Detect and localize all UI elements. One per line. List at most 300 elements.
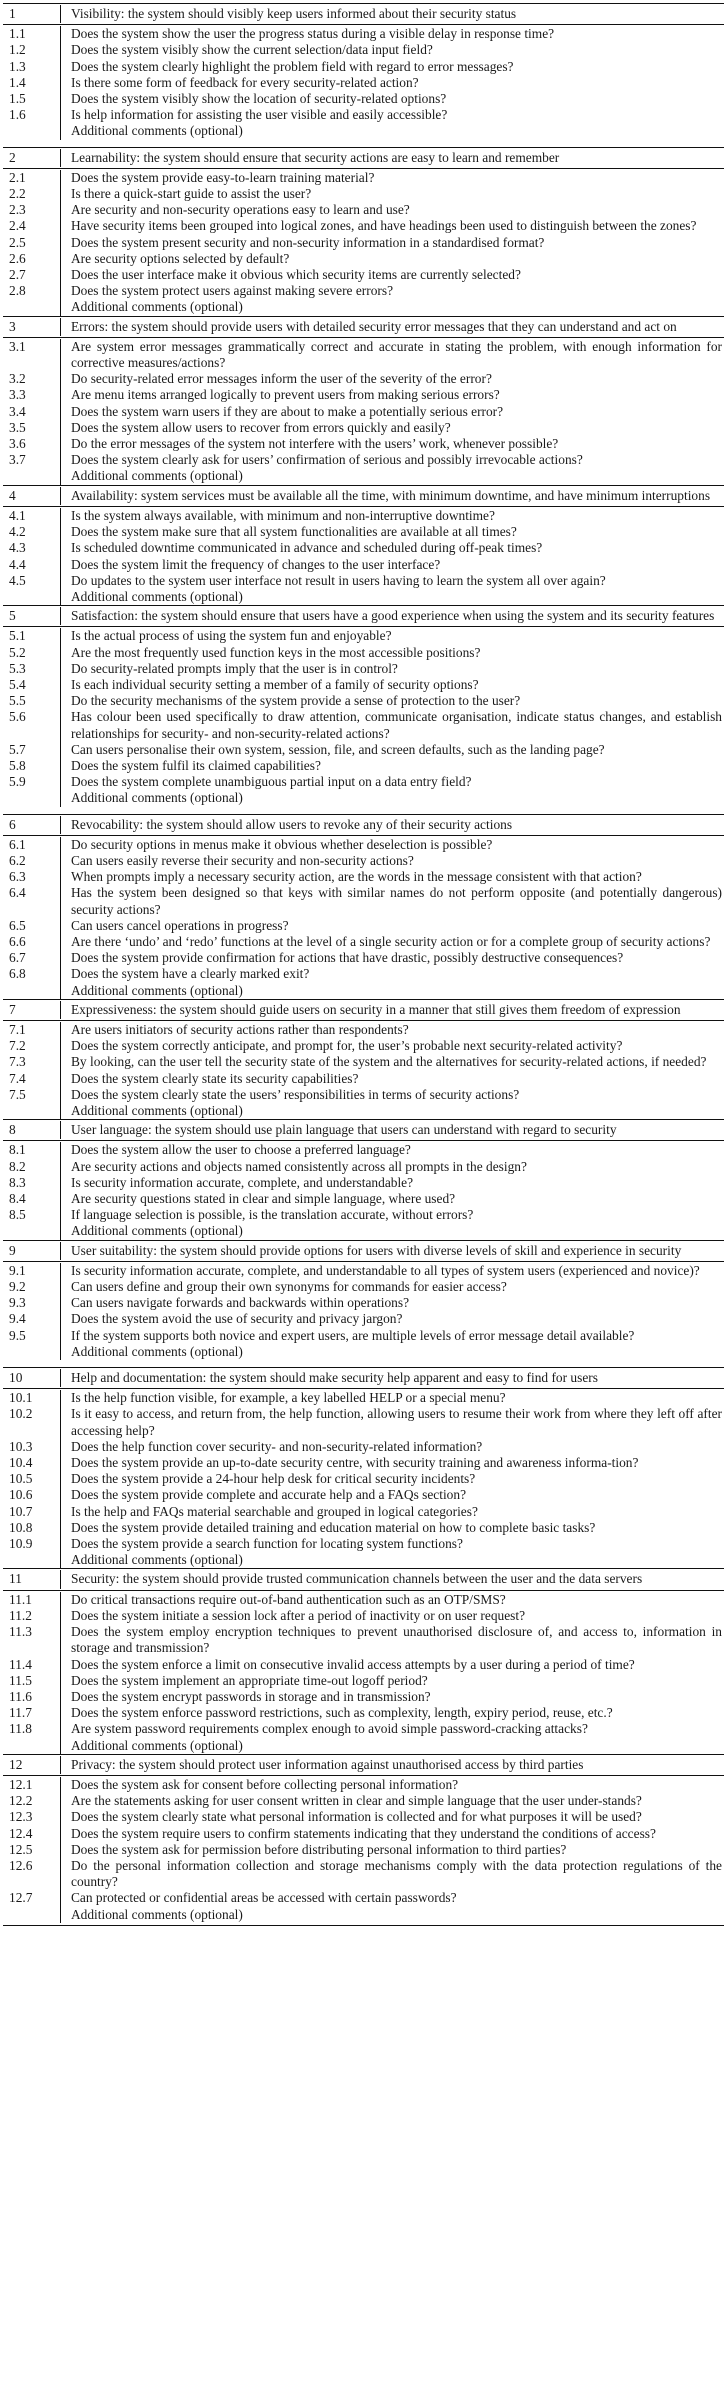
question-list [3, 338, 724, 485]
section-header-row [3, 317, 724, 338]
question-number: 12.7 [3, 1890, 61, 1906]
question-text: Are security actions and objects named consistently across all prompts in the design? [71, 1158, 527, 1174]
question-text: Does the system clearly state what personal information is collected and for what purposes it will be used? [71, 1809, 642, 1825]
question-row [3, 1520, 724, 1536]
question-number: 6.6 [3, 934, 61, 950]
question-text: Does the system complete unambiguous partial input on a data entry field? [71, 774, 472, 790]
question-number: 7.1 [3, 1022, 61, 1038]
question-row [3, 628, 724, 644]
comment-number-cell [3, 123, 61, 139]
question-text: Has the system been designed so that keys with similar names do not perform opposite (and potentially dangerous) security actions? [71, 885, 722, 917]
question-list [3, 1591, 724, 1754]
question-row [3, 1279, 724, 1295]
question-number: 8.1 [3, 1142, 61, 1158]
question-row [3, 918, 724, 934]
section-title: Expressiveness: the system should guide users on security in a manner that still gives them freedom of expression [71, 1001, 681, 1017]
question-row [3, 1406, 724, 1438]
comment-number-cell [3, 1907, 61, 1923]
question-text: Does the system ask for consent before collecting personal information? [71, 1776, 459, 1792]
additional-comments-row [3, 790, 724, 806]
question-text: Does the system protect users against making severe errors? [71, 283, 394, 299]
question-number: 9.2 [3, 1279, 61, 1295]
question-text: Does the system correctly anticipate, and prompt for, the user’s probable next security-related activity? [71, 1038, 623, 1054]
question-text: Does the system visibly show the current selection/data input field? [71, 42, 433, 58]
question-number: 11.7 [3, 1705, 61, 1721]
question-number: 7.2 [3, 1038, 61, 1054]
question-text: Does the system enforce a limit on consecutive invalid access attempts by a user during a period of time? [71, 1656, 635, 1672]
question-number: 6.5 [3, 918, 61, 934]
question-list [3, 836, 724, 999]
question-row [3, 235, 724, 251]
question-number: 11.1 [3, 1592, 61, 1608]
question-list [3, 25, 724, 139]
question-text: Are security questions stated in clear and simple language, where used? [71, 1191, 456, 1207]
additional-comments-row [3, 1738, 724, 1754]
section-header-row [3, 1755, 724, 1776]
comment-number-cell [3, 1344, 61, 1360]
question-text: Is the help function visible, for example, a key labelled HELP or a special menu? [71, 1390, 506, 1406]
question-row [3, 1175, 724, 1191]
question-row [3, 1487, 724, 1503]
question-row [3, 339, 724, 371]
section-header-row [3, 815, 724, 836]
question-number: 8.5 [3, 1207, 61, 1223]
question-row [3, 1809, 724, 1825]
question-text: Do the security mechanisms of the system provide a sense of protection to the user? [71, 693, 521, 709]
additional-comments-label: Additional comments (optional) [71, 1906, 243, 1922]
question-number: 11.3 [3, 1624, 61, 1656]
additional-comments-row [3, 1223, 724, 1239]
question-number: 5.1 [3, 628, 61, 644]
question-text: Does the system provide a search function for locating system functions? [71, 1536, 463, 1552]
section-header-row [3, 606, 724, 627]
question-number: 9.3 [3, 1295, 61, 1311]
question-text: Can users personalise their own system, session, file, and screen defaults, such as the landing page? [71, 741, 605, 757]
question-text: Are the most frequently used function keys in the most accessible positions? [71, 644, 481, 660]
question-text: Are menu items arranged logically to prevent users from making serious errors? [71, 387, 500, 403]
question-number: 4.1 [3, 508, 61, 524]
question-number: 4.2 [3, 524, 61, 540]
question-row [3, 1328, 724, 1344]
question-row [3, 645, 724, 661]
question-row [3, 934, 724, 950]
heuristic-section-4 [3, 485, 724, 605]
section-number: 12 [3, 1756, 61, 1774]
question-row [3, 950, 724, 966]
question-row [3, 1295, 724, 1311]
additional-comments-label: Additional comments (optional) [71, 299, 243, 315]
question-number: 12.4 [3, 1826, 61, 1842]
additional-comments-row [3, 1552, 724, 1568]
question-text: Does the system limit the frequency of changes to the user interface? [71, 556, 441, 572]
question-list [3, 1389, 724, 1568]
question-number: 8.3 [3, 1175, 61, 1191]
question-text: Is help information for assisting the user visible and easily accessible? [71, 107, 448, 123]
question-number: 3.5 [3, 420, 61, 436]
question-text: Do the error messages of the system not interfere with the users’ work, whenever possible? [71, 436, 559, 452]
question-number: 4.3 [3, 540, 61, 556]
section-header-row [3, 1241, 724, 1262]
heuristic-section-12 [3, 1754, 724, 1926]
section-number: 1 [3, 5, 61, 23]
question-row [3, 1842, 724, 1858]
heuristic-section-6 [3, 814, 724, 999]
question-text: Does the system show the user the progress status during a visible delay in response time? [71, 26, 555, 42]
question-row [3, 966, 724, 982]
question-number: 1.3 [3, 59, 61, 75]
section-header-row [3, 1368, 724, 1389]
question-row [3, 91, 724, 107]
question-text: Does the system employ encryption techniques to prevent unauthorised disclosure of, and access to, information in storage and transmission? [71, 1624, 722, 1656]
question-text: Does the system enforce password restrictions, such as complexity, length, expiry period, reuse, etc.? [71, 1705, 613, 1721]
question-text: Can users define and group their own synonyms for commands for easier access? [71, 1279, 507, 1295]
question-row [3, 758, 724, 774]
question-text: Does the system allow users to recover from errors quickly and easily? [71, 419, 451, 435]
question-text: Is security information accurate, complete, and understandable? [71, 1174, 414, 1190]
question-text: Do security-related error messages inform the user of the severity of the error? [71, 371, 492, 387]
question-number: 1.6 [3, 107, 61, 123]
question-number: 2.8 [3, 283, 61, 299]
question-number: 12.1 [3, 1777, 61, 1793]
additional-comments-label: Additional comments (optional) [71, 468, 243, 484]
question-number: 10.3 [3, 1439, 61, 1455]
question-number: 10.5 [3, 1471, 61, 1487]
question-number: 6.8 [3, 966, 61, 982]
heuristic-section-10 [3, 1367, 724, 1568]
question-number: 7.3 [3, 1054, 61, 1070]
section-number: 10 [3, 1369, 61, 1387]
comment-number-cell [3, 1103, 61, 1119]
question-row [3, 677, 724, 693]
question-text: Does the system provide easy-to-learn training material? [71, 169, 375, 185]
question-number: 3.2 [3, 371, 61, 387]
question-row [3, 837, 724, 853]
additional-comments-row [3, 589, 724, 605]
question-text: Are security and non-security operations easy to learn and use? [71, 202, 410, 218]
question-row [3, 1504, 724, 1520]
section-title: Availability: system services must be available all the time, with minimum downtime, and have minimum interruptions [71, 487, 711, 503]
section-number: 2 [3, 149, 61, 167]
question-row [3, 42, 724, 58]
question-text: Does the system avoid the use of security and privacy jargon? [71, 1311, 403, 1327]
question-number: 10.4 [3, 1455, 61, 1471]
question-row [3, 508, 724, 524]
question-row [3, 1191, 724, 1207]
question-row [3, 1054, 724, 1070]
question-row [3, 1624, 724, 1656]
comment-number-cell [3, 589, 61, 605]
question-row [3, 1263, 724, 1279]
question-number: 1.2 [3, 42, 61, 58]
question-number: 6.3 [3, 869, 61, 885]
question-text: Is the actual process of using the system fun and enjoyable? [71, 628, 392, 644]
question-text: Can users navigate forwards and backwards within operations? [71, 1295, 410, 1311]
question-list [3, 507, 724, 605]
question-text: Does the system make sure that all system functionalities are available at all times? [71, 524, 517, 540]
comment-number-cell [3, 1552, 61, 1568]
question-number: 10.1 [3, 1390, 61, 1406]
question-number: 11.6 [3, 1689, 61, 1705]
additional-comments-row [3, 983, 724, 999]
additional-comments-label: Additional comments (optional) [71, 790, 243, 806]
section-header-row [3, 148, 724, 169]
question-number: 3.4 [3, 404, 61, 420]
question-number: 10.6 [3, 1487, 61, 1503]
heuristic-section-3 [3, 316, 724, 485]
question-text: Does the system initiate a session lock after a period of inactivity or on user request? [71, 1607, 526, 1623]
question-number: 12.3 [3, 1809, 61, 1825]
question-row [3, 251, 724, 267]
question-row [3, 107, 724, 123]
question-list [3, 1776, 724, 1923]
question-number: 11.5 [3, 1673, 61, 1689]
question-row [3, 1721, 724, 1737]
section-number: 8 [3, 1121, 61, 1139]
question-number: 2.5 [3, 235, 61, 251]
question-text: Does the system present security and non-security information in a standardised format? [71, 234, 545, 250]
question-text: Does the help function cover security- and non-security-related information? [71, 1438, 483, 1454]
question-text: Can users easily reverse their security and non-security actions? [71, 852, 414, 868]
question-row [3, 709, 724, 741]
question-row [3, 267, 724, 283]
question-text: Does the system warn users if they are about to make a potentially serious error? [71, 403, 504, 419]
heuristic-section-1 [3, 3, 724, 140]
question-row [3, 1673, 724, 1689]
question-text: Does the system fulfil its claimed capabilities? [71, 757, 321, 773]
question-number: 9.4 [3, 1311, 61, 1327]
question-row [3, 661, 724, 677]
question-number: 2.6 [3, 251, 61, 267]
question-number: 10.2 [3, 1406, 61, 1438]
comment-number-cell [3, 299, 61, 315]
question-row [3, 371, 724, 387]
question-row [3, 1471, 724, 1487]
question-number: 9.5 [3, 1328, 61, 1344]
question-number: 11.2 [3, 1608, 61, 1624]
question-number: 2.4 [3, 218, 61, 234]
section-title: Errors: the system should provide users with detailed security error messages that they can understand and act on [71, 318, 677, 334]
question-number: 2.7 [3, 267, 61, 283]
section-number: 7 [3, 1001, 61, 1019]
question-text: By looking, can the user tell the security state of the system and the alternatives for security-related actions, if needed? [71, 1054, 707, 1070]
question-number: 3.6 [3, 436, 61, 452]
question-text: Does the system provide a 24-hour help desk for critical security incidents? [71, 1471, 476, 1487]
section-title: Satisfaction: the system should ensure that users have a good experience when using the system and its security features [71, 608, 715, 624]
question-number: 11.8 [3, 1721, 61, 1737]
additional-comments-label: Additional comments (optional) [71, 1223, 243, 1239]
additional-comments-row [3, 468, 724, 484]
question-row [3, 1087, 724, 1103]
additional-comments-row [3, 123, 724, 139]
question-row [3, 1022, 724, 1038]
question-row [3, 1826, 724, 1842]
question-list [3, 1262, 724, 1360]
section-header-row [3, 1000, 724, 1021]
question-number: 2.2 [3, 186, 61, 202]
additional-comments-row [3, 1103, 724, 1119]
question-number: 7.4 [3, 1071, 61, 1087]
question-text: Does the system implement an appropriate time-out logoff period? [71, 1672, 428, 1688]
question-row [3, 774, 724, 790]
question-number: 3.1 [3, 339, 61, 371]
question-number: 10.9 [3, 1536, 61, 1552]
question-row [3, 1793, 724, 1809]
question-number: 3.7 [3, 452, 61, 468]
heuristic-section-5 [3, 605, 724, 806]
question-number: 12.5 [3, 1842, 61, 1858]
question-text: Are there ‘undo’ and ‘redo’ functions at the level of a single security action or for a complete group of security actions? [71, 933, 711, 949]
question-row [3, 1608, 724, 1624]
additional-comments-row [3, 1344, 724, 1360]
question-row [3, 869, 724, 885]
question-row [3, 540, 724, 556]
question-row [3, 1390, 724, 1406]
comment-number-cell [3, 1223, 61, 1239]
question-text: Are system error messages grammatically correct and accurate in stating the problem, with enough information for corrective measures/actions? [71, 338, 722, 371]
section-header-row [3, 4, 724, 25]
question-list [3, 169, 724, 316]
question-number: 10.8 [3, 1520, 61, 1536]
comment-number-cell [3, 1738, 61, 1754]
question-text: Does the system clearly highlight the problem field with regard to error messages? [71, 58, 514, 74]
question-number: 12.2 [3, 1793, 61, 1809]
question-row [3, 1705, 724, 1721]
question-text: Do updates to the system user interface not result in users having to learn the system all over again? [71, 572, 606, 588]
section-title: User suitability: the system should provide options for users with diverse levels of skill and experience in security [71, 1242, 682, 1258]
question-row [3, 885, 724, 917]
section-header-row [3, 486, 724, 507]
question-text: Can protected or confidential areas be accessed with certain passwords? [71, 1890, 457, 1906]
additional-comments-label: Additional comments (optional) [71, 588, 243, 604]
question-text: Does the system provide complete and accurate help and a FAQs section? [71, 1487, 467, 1503]
question-list [3, 627, 724, 806]
question-row [3, 1311, 724, 1327]
question-number: 10.7 [3, 1504, 61, 1520]
question-text: Do critical transactions require out-of-band authentication such as an OTP/SMS? [71, 1591, 506, 1607]
section-title: Learnability: the system should ensure that security actions are easy to learn and remember [71, 149, 560, 165]
section-title: Visibility: the system should visibly keep users informed about their security status [71, 6, 517, 21]
question-number: 1.1 [3, 26, 61, 42]
question-number: 5.6 [3, 709, 61, 741]
question-row [3, 1207, 724, 1223]
comment-number-cell [3, 983, 61, 999]
question-row [3, 387, 724, 403]
question-number: 2.3 [3, 202, 61, 218]
question-text: Do the personal information collection and storage mechanisms comply with the data protection regulations of the country? [71, 1857, 722, 1890]
question-text: Is there some form of feedback for every security-related action? [71, 74, 419, 90]
question-row [3, 1455, 724, 1471]
question-row [3, 1657, 724, 1673]
question-number: 11.4 [3, 1657, 61, 1673]
question-number: 7.5 [3, 1087, 61, 1103]
question-number: 6.4 [3, 885, 61, 917]
question-text: Is there a quick-start guide to assist the user? [71, 186, 312, 202]
heuristic-section-2 [3, 147, 724, 316]
question-text: Is the help and FAQs material searchable and grouped in logical categories? [71, 1503, 478, 1519]
question-row [3, 1536, 724, 1552]
section-title: Security: the system should provide trusted communication channels between the user and the data servers [71, 1571, 643, 1587]
question-text: Does the system encrypt passwords in storage and in transmission? [71, 1688, 431, 1704]
question-number: 1.4 [3, 75, 61, 91]
question-number: 5.5 [3, 693, 61, 709]
question-number: 8.2 [3, 1159, 61, 1175]
question-number: 2.1 [3, 170, 61, 186]
comment-number-cell [3, 790, 61, 806]
question-row [3, 59, 724, 75]
question-number: 5.4 [3, 677, 61, 693]
question-text: Does the system have a clearly marked exit? [71, 966, 310, 982]
question-text: Has colour been used specifically to draw attention, communicate organisation, indicate status changes, and establish relationships for security- and non-security-related actions? [71, 709, 722, 741]
question-row [3, 436, 724, 452]
question-row [3, 218, 724, 234]
question-row [3, 26, 724, 42]
heuristic-section-9 [3, 1240, 724, 1360]
question-number: 6.1 [3, 837, 61, 853]
question-row [3, 1689, 724, 1705]
question-text: Does the system allow the user to choose a preferred language? [71, 1142, 411, 1158]
question-number: 1.5 [3, 91, 61, 107]
section-title: User language: the system should use plain language that users can understand with regard to security [71, 1122, 617, 1138]
question-row [3, 186, 724, 202]
question-row [3, 202, 724, 218]
question-row [3, 557, 724, 573]
question-row [3, 693, 724, 709]
question-number: 5.3 [3, 661, 61, 677]
question-number: 12.6 [3, 1858, 61, 1890]
additional-comments-label: Additional comments (optional) [71, 123, 243, 139]
question-text: Are users initiators of security actions rather than respondents? [71, 1021, 409, 1037]
question-text: Do security-related prompts imply that the user is in control? [71, 660, 398, 676]
question-text: If the system supports both novice and expert users, are multiple levels of error message detail available? [71, 1327, 635, 1343]
additional-comments-row [3, 299, 724, 315]
section-number: 11 [3, 1570, 61, 1588]
section-number: 5 [3, 607, 61, 625]
additional-comments-label: Additional comments (optional) [71, 1552, 243, 1568]
question-number: 6.7 [3, 950, 61, 966]
question-row [3, 404, 724, 420]
section-number: 3 [3, 318, 61, 336]
question-text: If language selection is possible, is the translation accurate, without errors? [71, 1207, 474, 1223]
section-title: Help and documentation: the system should make security help apparent and easy to find for users [71, 1370, 598, 1386]
question-row [3, 1071, 724, 1087]
section-title: Revocability: the system should allow users to revoke any of their security actions [71, 816, 513, 832]
question-text: Is security information accurate, complete, and understandable to all types of system users (experienced and novice)? [71, 1262, 700, 1278]
comment-number-cell [3, 468, 61, 484]
question-number: 4.4 [3, 557, 61, 573]
section-number: 6 [3, 816, 61, 834]
section-title: Privacy: the system should protect user information against unauthorised access by third parties [71, 1756, 584, 1772]
question-text: Does the system clearly state its security capabilities? [71, 1070, 359, 1086]
question-number: 8.4 [3, 1191, 61, 1207]
question-row [3, 1890, 724, 1906]
question-text: Are security options selected by default? [71, 250, 290, 266]
question-text: Does the system visibly show the location of security-related options? [71, 91, 447, 107]
question-text: Are the statements asking for user consent written in clear and simple language that the user under-stands? [71, 1793, 642, 1809]
additional-comments-label: Additional comments (optional) [71, 982, 243, 998]
question-number: 3.3 [3, 387, 61, 403]
question-row [3, 573, 724, 589]
question-text: Does the system clearly ask for users’ confirmation of serious and possibly irrevocable actions? [71, 452, 583, 468]
section-header-row [3, 1120, 724, 1141]
question-list [3, 1141, 724, 1239]
question-text: Does the system provide detailed training and education material on how to complete basic tasks? [71, 1519, 596, 1535]
additional-comments-label: Additional comments (optional) [71, 1737, 243, 1753]
question-text: Is it easy to access, and return from, the help function, allowing users to resume their work from where they left off after accessing help? [71, 1406, 722, 1438]
section-header-row [3, 1569, 724, 1590]
question-number: 5.7 [3, 742, 61, 758]
question-number: 5.9 [3, 774, 61, 790]
question-row [3, 853, 724, 869]
